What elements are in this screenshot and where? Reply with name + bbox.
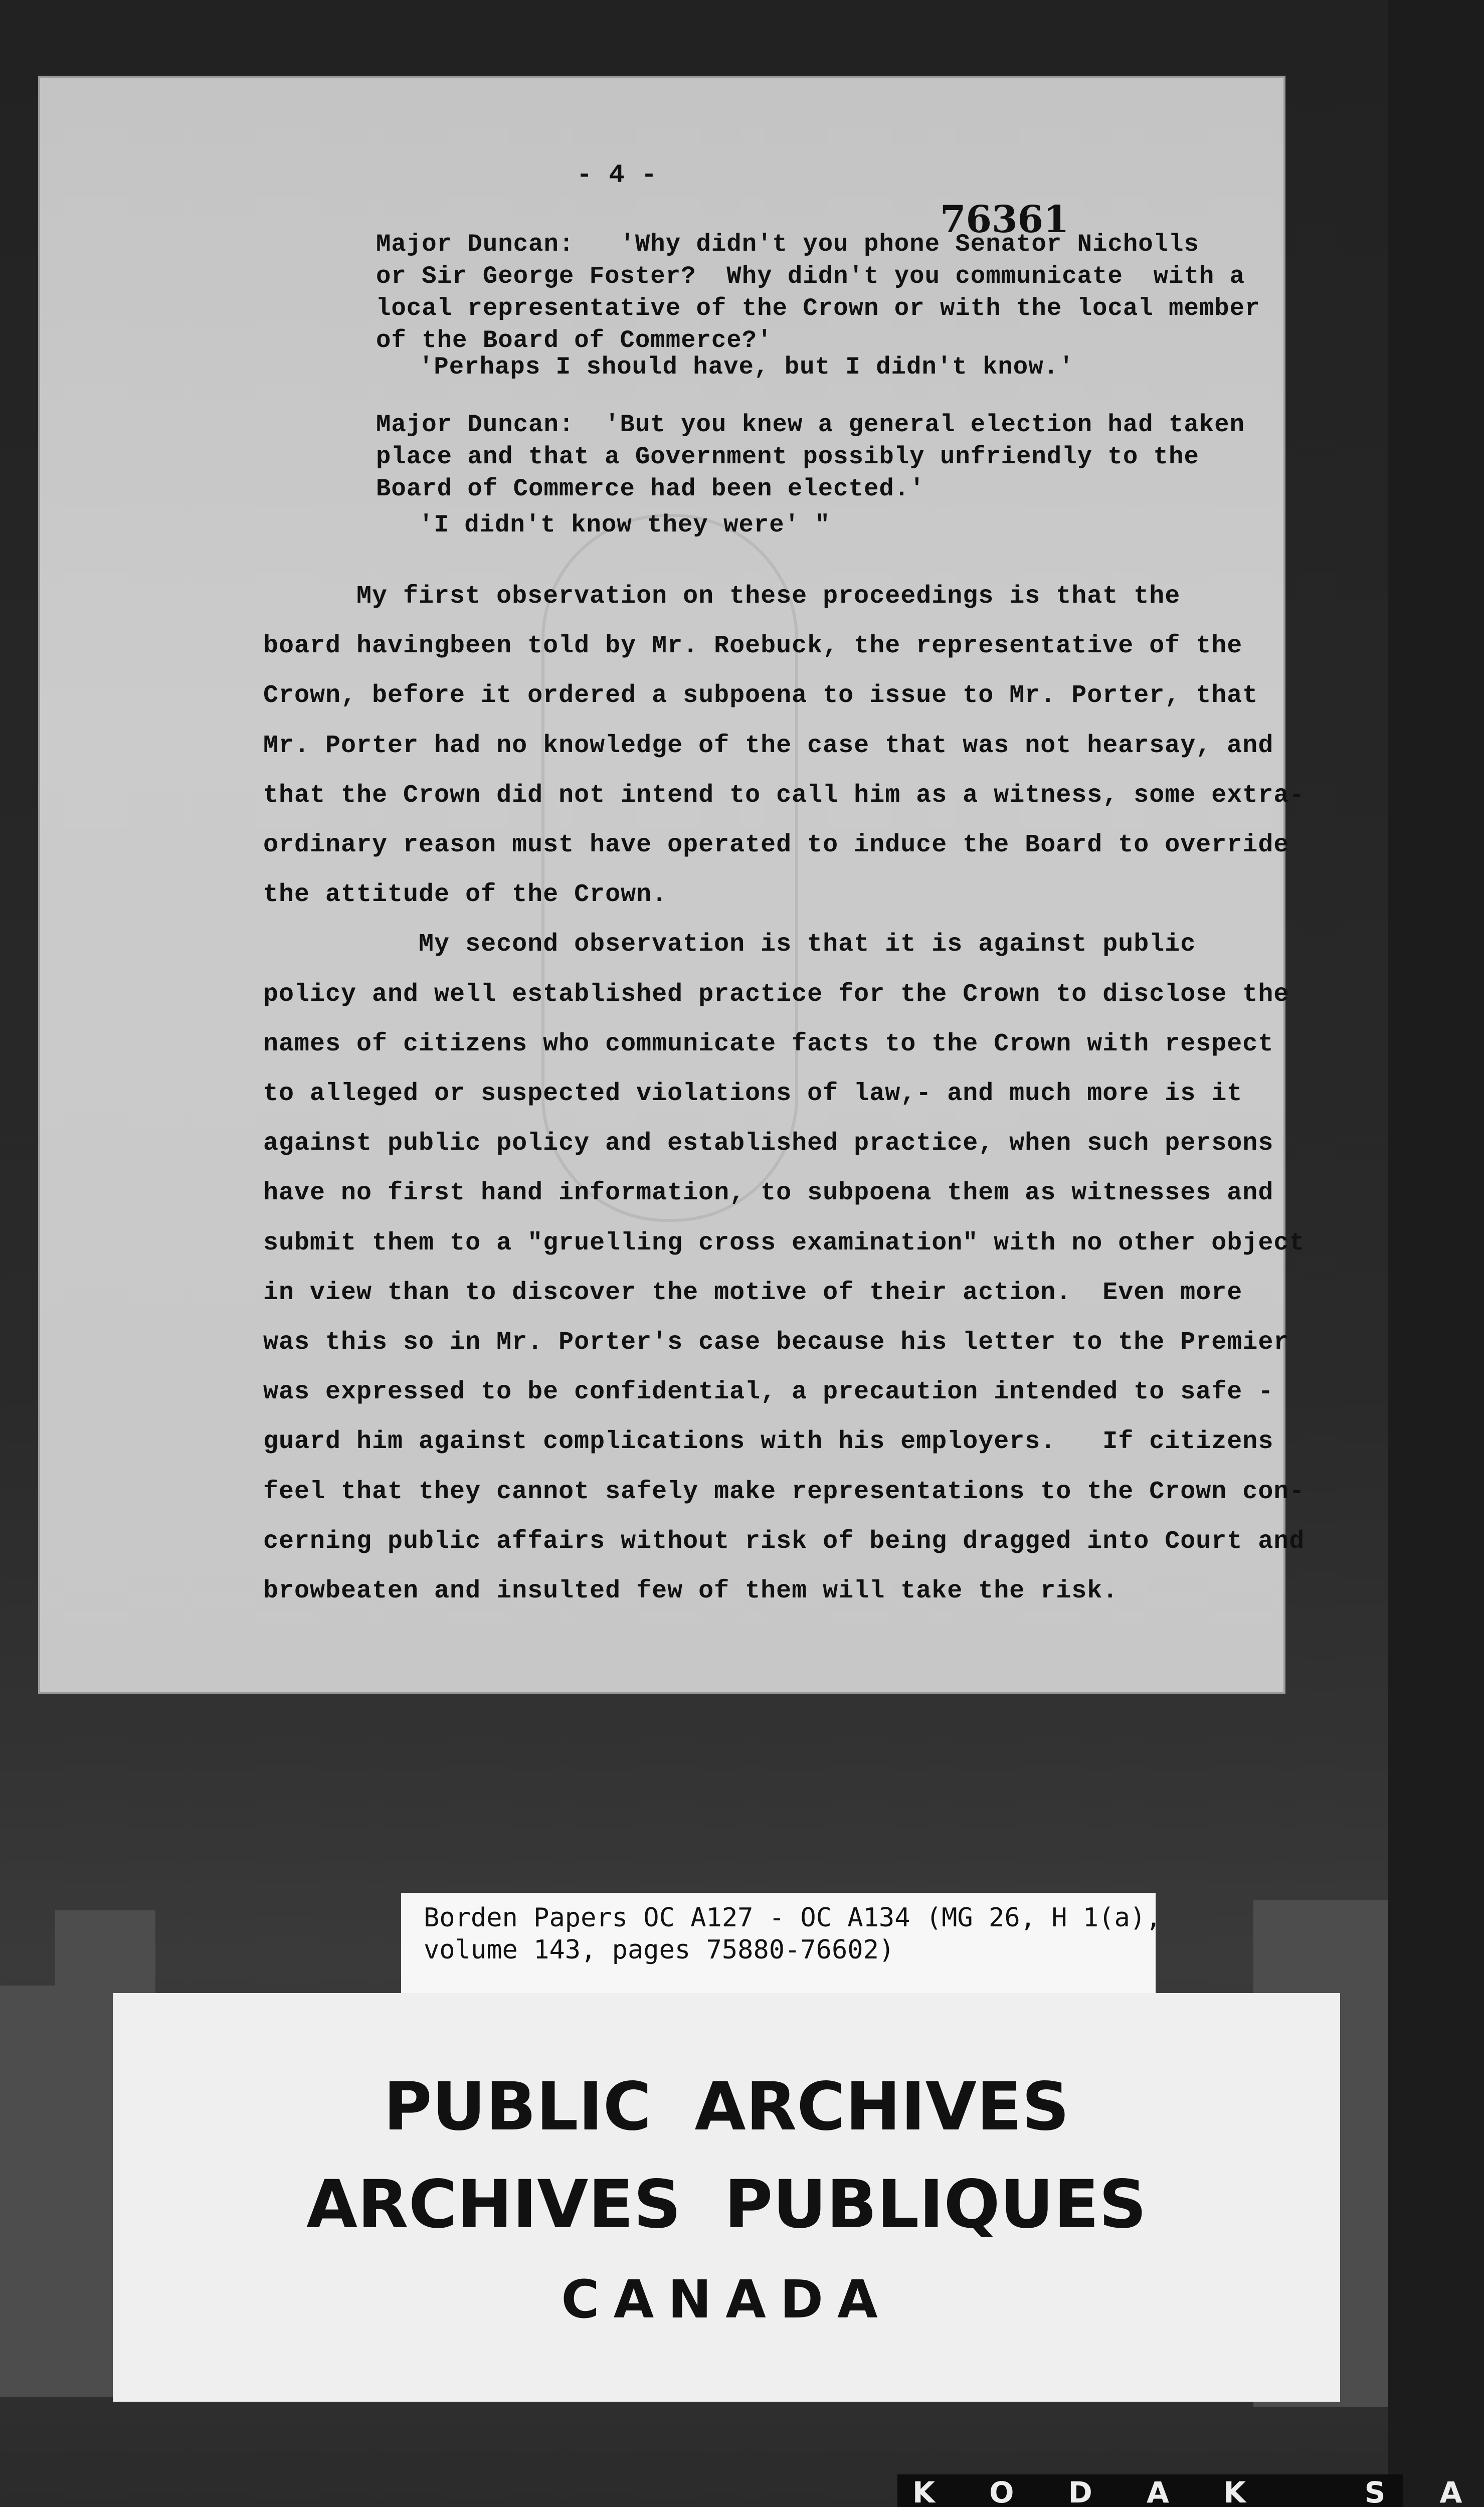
quoted-exchange-1: Major Duncan: 'Why didn't you phone Senator Nicholls or Sir George Foster? Why didn't you communicate with a local representative of the Crown or with the local member of the Board of Commerce?' <box>376 230 1260 354</box>
page-number: - 4 - <box>577 160 658 190</box>
typed-document-page <box>40 78 1305 1692</box>
tape-strip <box>0 1986 115 2397</box>
citation-text: Borden Papers OC A127 - OC A134 (MG 26, H 1(a), volume 143, pages 75880-76602) <box>424 1903 1162 1965</box>
body-paragraphs: My first observation on these proceedings is that the board havingbeen told by Mr. Roebuck, the representative of the Crown, before it ordered a subpoena to issue to Mr. Porter, that Mr. Porter had no knowledge of the case that was not hearsay, and that the Crown did not intend to call him as a witness, some extra- ordinary reason must have operated to induce the Board to override the attitude of the Crown. My second observation is that it is against public policy and well established practice for the Crown to disclose the names of citizens who communicate facts to the Crown with respect to alleged or suspected violations of law,- and much more is it against public policy and established practice, when such persons have no first hand information, to subpoena them as witnesses and submit them to a "gruelling cross examination" with no other object in view than to discover the motive of their action. Even more was this so in Mr. Porter's case because his letter to the Premier was expressed to be confidential, a precaution intended to safe - guard him against complications with his employers. If citizens feel that they cannot safely make representations to the Crown con- cerning public affairs without risk of being dragged into Court and browbeaten and insulted few of them will take the risk. <box>263 582 1305 1606</box>
quoted-exchange-2: 'Perhaps I should have, but I didn't know.' <box>419 353 1074 381</box>
document-number: 76361 <box>940 198 1069 241</box>
quoted-exchange-4: 'I didn't know they were' " <box>419 511 830 539</box>
archives-country: CANADA <box>561 2269 892 2330</box>
kodak-film-edge: K O D A K S A <box>897 2474 1403 2507</box>
archives-title-english: PUBLIC ARCHIVES <box>383 2068 1070 2145</box>
quoted-exchange-3: Major Duncan: 'But you knew a general election had taken place and that a Government possibly unfriendly to the Board of Commerce had been elected.' <box>376 411 1245 503</box>
archives-title-french: ARCHIVES PUBLIQUES <box>306 2166 1147 2243</box>
archives-card <box>113 1993 1340 2402</box>
citation-label <box>401 1893 1162 1996</box>
